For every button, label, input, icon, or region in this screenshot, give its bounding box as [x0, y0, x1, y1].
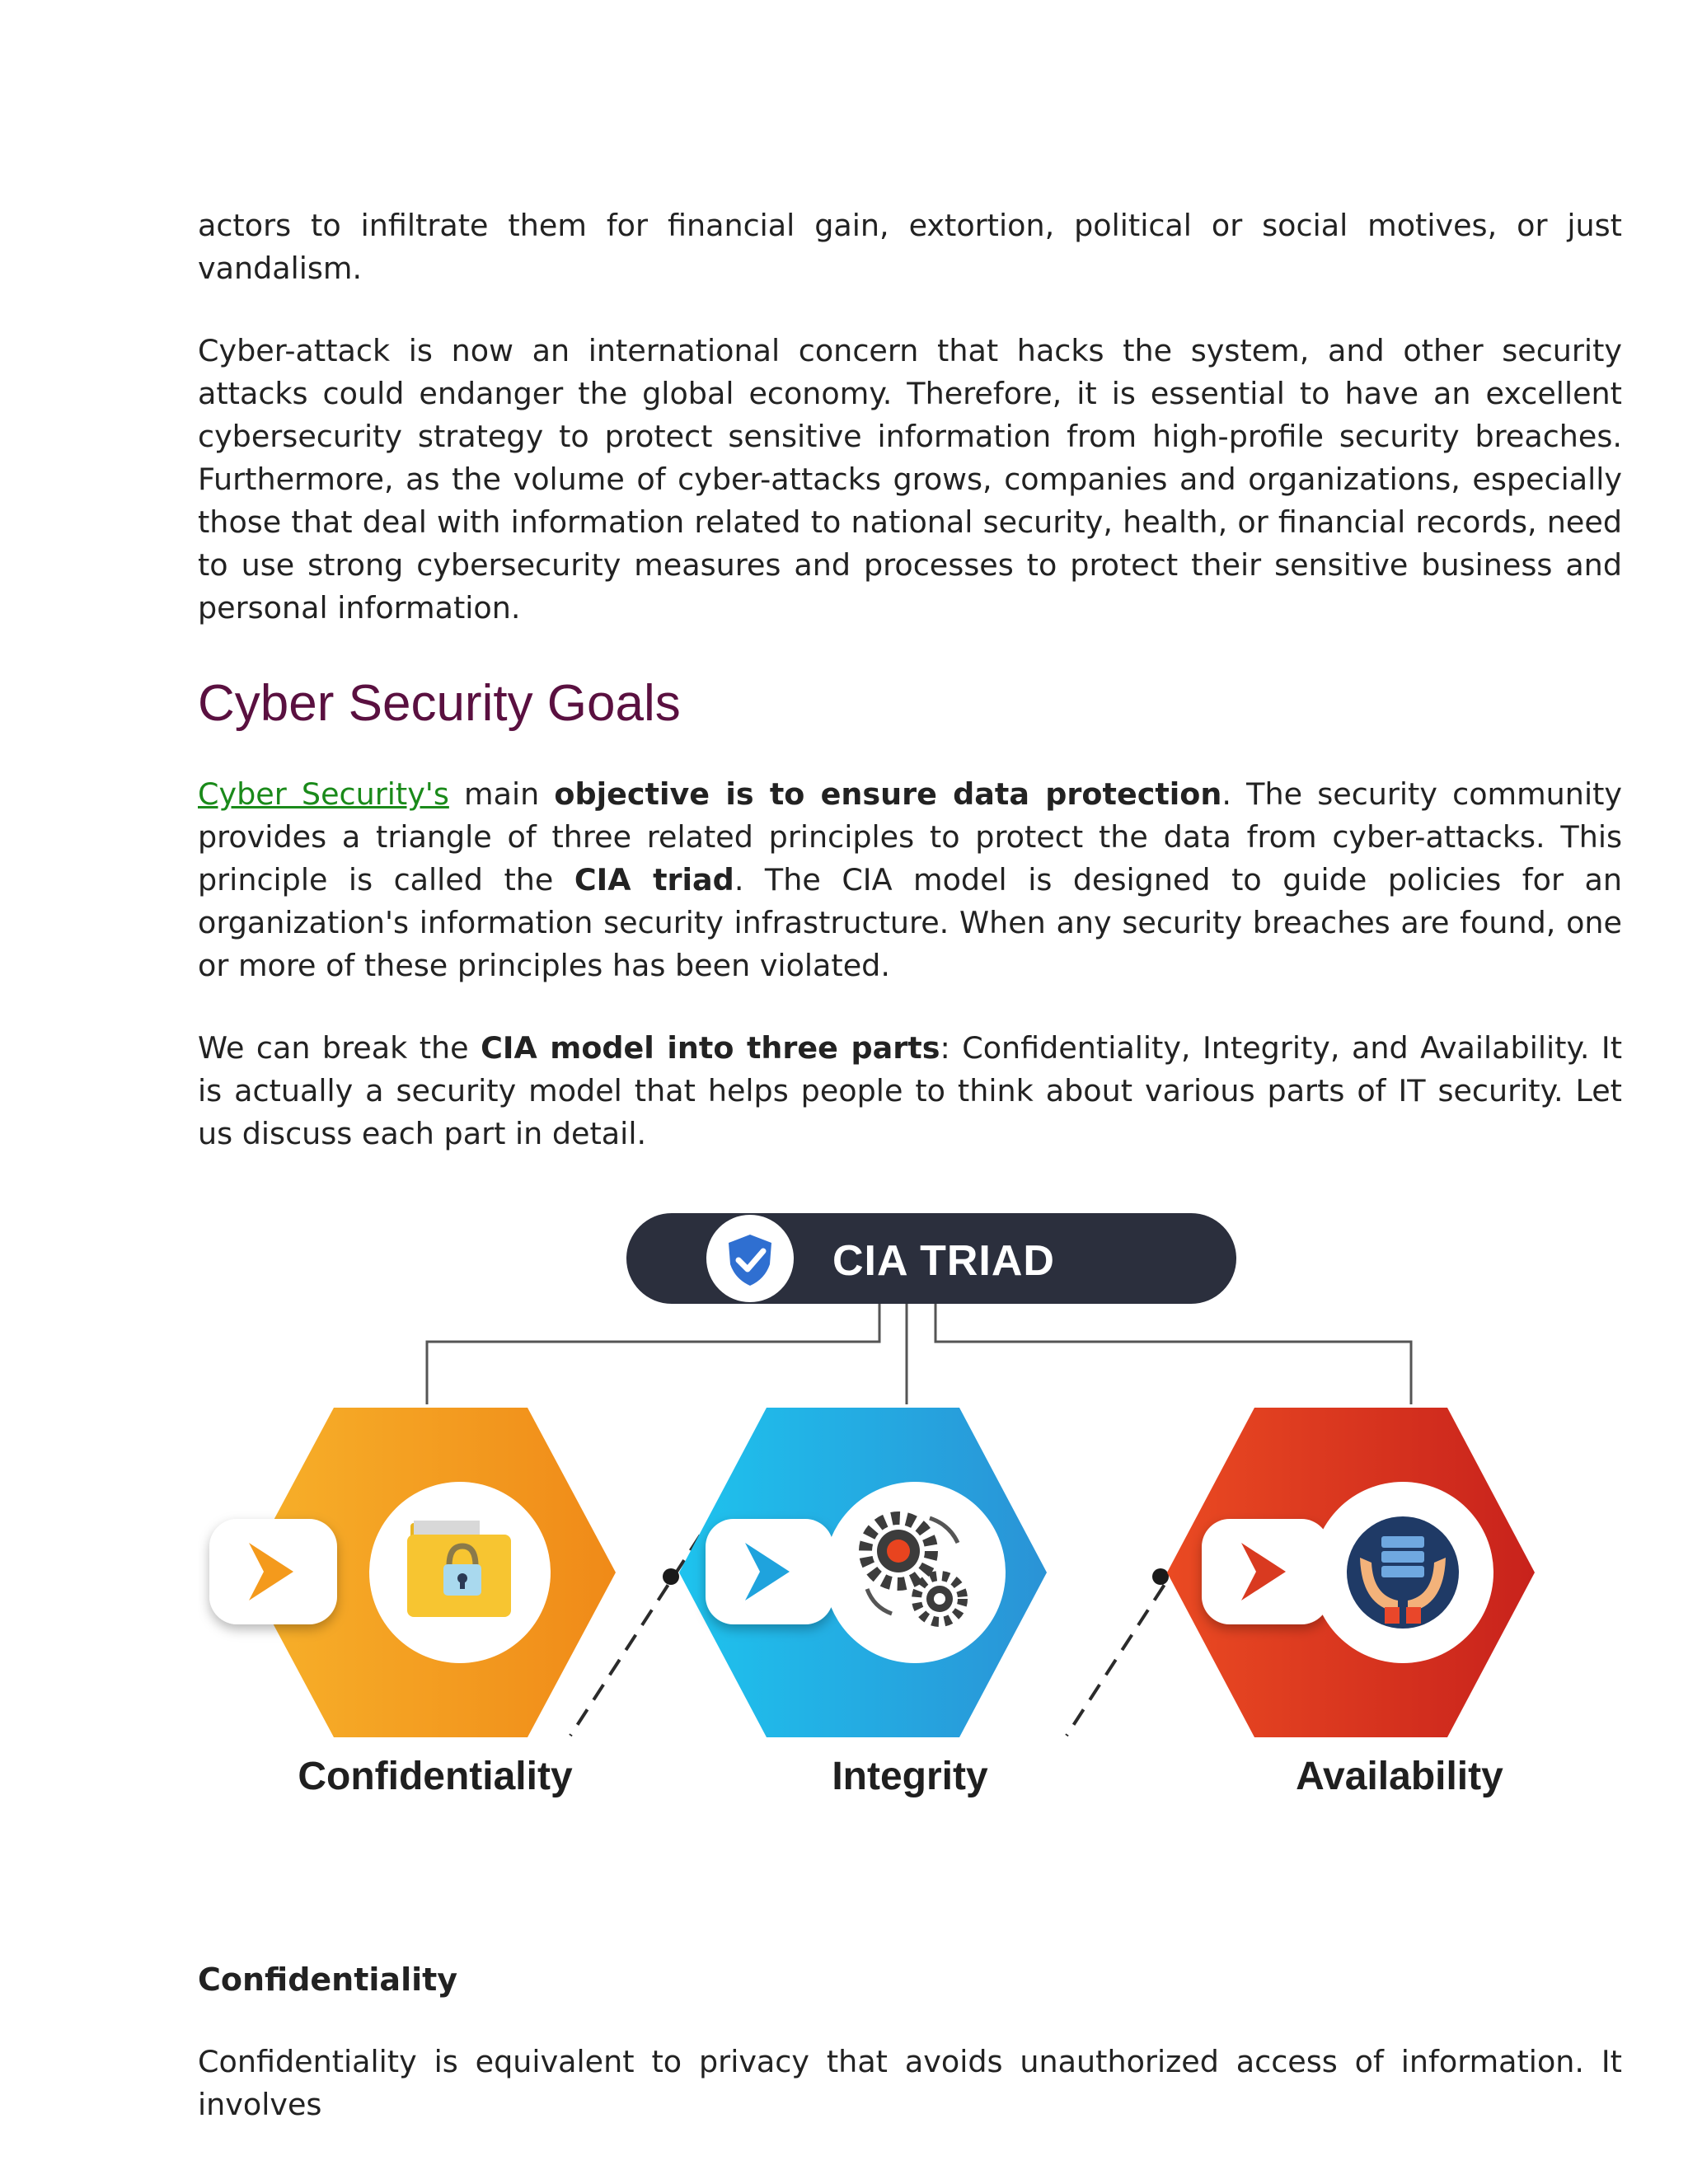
label-availability: Availability: [1296, 1755, 1503, 1798]
goals-paragraph-2: [198, 1027, 1622, 1155]
label-integrity: Integrity: [832, 1755, 988, 1798]
text-run: . The security community provides a triangle of three related principles to protect the data from cyber-attacks. This principle is called the: [198, 776, 1622, 898]
bold-run: CIA triad: [574, 862, 734, 898]
cia-triad-figure: [198, 1195, 1622, 1904]
text-run: : Confidentiality, Integrity, and Availability. It is actually a security model that helps people to think about various parts of IT security. Let us discuss each part in detail.: [198, 1030, 1623, 1151]
availability-hexagon: [1167, 1408, 1535, 1737]
integrity-hexagon: [679, 1408, 1047, 1737]
cyber-security-link[interactable]: Cyber Security's: [198, 776, 449, 812]
confidentiality-paragraph: Confidentiality is equivalent to privacy that avoids unauthorized access of information. It involves: [198, 2044, 1622, 2122]
intro-paragraph-2: Cyber-attack is now an international concern that hacks the system, and other security attacks could endanger the global economy. Therefore, it is essential to have an excellent cybersecurity strategy to protect sensitive information from high-profile security breaches. Furthermore, as the volume of cyber-attacks grows, companies and organizations, especially those that deal with information related to national security, health, or financial records, need to use strong cybersecurity measures and processes to protect their sensitive business and personal information.: [198, 333, 1622, 626]
label-confidentiality: Confidentiality: [298, 1755, 573, 1798]
intro-paragraph-1: actors to infiltrate them for financial gain, extortion, political or social motives, or just vandalism.: [198, 208, 1622, 286]
text-run: We can break the: [198, 1030, 481, 1066]
bold-run: objective is to ensure data protection: [554, 776, 1222, 812]
separator-dot: [1152, 1568, 1169, 1585]
triad-title: CIA TRIAD: [832, 1237, 1055, 1285]
confidentiality-heading: Confidentiality: [198, 1961, 458, 1998]
text-run: main: [448, 776, 555, 812]
text-run: . The CIA model is designed to guide policies for an organization's information security infrastructure. When any security breaches are found, one or more of these principles has been violated.: [198, 862, 1622, 983]
section-heading: Cyber Security Goals: [198, 675, 681, 732]
goals-paragraph-1: [198, 773, 1622, 987]
separator-dot: [663, 1568, 679, 1585]
page-content: [198, 204, 1622, 2126]
bold-run: CIA model into three parts: [481, 1030, 940, 1066]
confidentiality-hexagon: [209, 1408, 616, 1737]
